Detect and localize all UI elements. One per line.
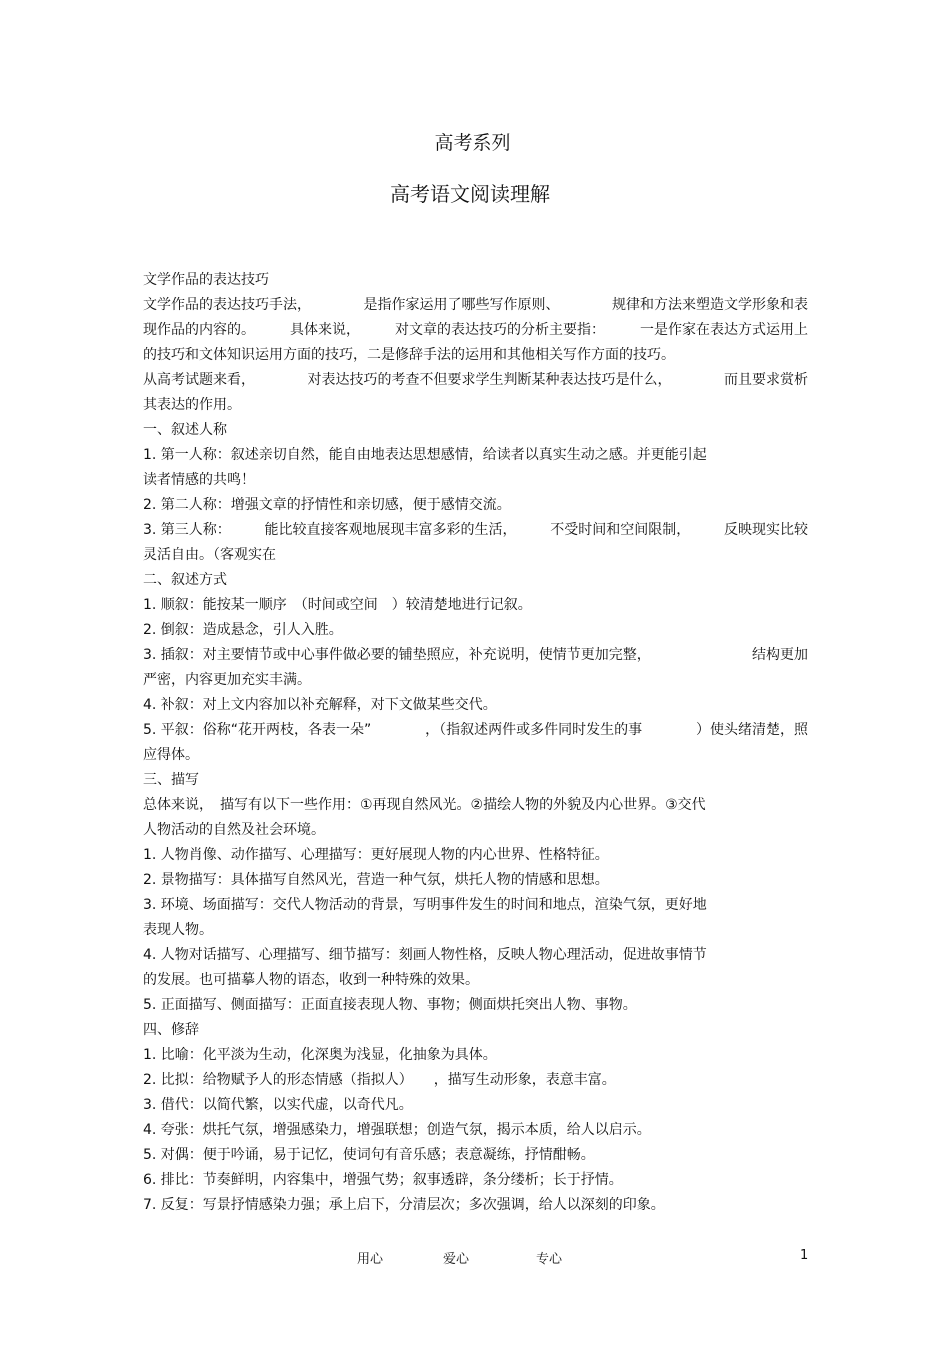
text-segment: 现作品的内容的。: [143, 322, 255, 338]
text-segment: ，（指叙述两件或多件同时发生的事: [425, 722, 643, 738]
text-line: [143, 968, 808, 993]
text-segment: 的发展。也可描摹人物的语态，收到一种特殊的效果。: [143, 972, 479, 988]
page-title: 高考系列: [434, 132, 511, 154]
text-line: [143, 743, 808, 768]
text-segment: 对表达技巧的考查不但要求学生判断某种表达技巧是什么，: [307, 372, 672, 388]
text-segment: ）使头绪清楚，照: [695, 722, 808, 738]
text-segment: 总体来说， 描写有以下一些作用：①再现自然风光。②描绘人物的外貌及内心世界。③交代: [143, 797, 706, 813]
text-line: [143, 1193, 808, 1218]
text-segment: 表现人物。: [143, 922, 213, 938]
text-line: [143, 593, 808, 618]
text-segment: 灵活自由。（客观实在: [143, 547, 276, 563]
text-segment: 规律和方法来塑造文学形象和表: [612, 297, 808, 313]
text-line: [143, 893, 808, 918]
text-line: [143, 543, 808, 568]
text-line: [143, 318, 808, 343]
text-segment: 对文章的表达技巧的分析主要指：: [395, 322, 605, 338]
text-line: [143, 1018, 808, 1043]
text-line: [143, 693, 808, 718]
text-segment: 三、描写: [143, 772, 199, 788]
text-segment: 2. 倒叙：造成悬念，引人入胜。: [143, 622, 343, 638]
text-segment: 反映现实比较: [723, 522, 808, 538]
text-segment: 读者情感的共鸣！: [143, 472, 255, 488]
text-segment: 4. 人物对话描写、心理描写、细节描写：刻画人物性格，反映人物心理活动，促进故事情节: [143, 947, 707, 963]
text-segment: 1. 比喻：化平淡为生动，化深奥为浅显，化抽象为具体。: [143, 1047, 497, 1063]
text-line: [143, 568, 808, 593]
text-segment: 能比较直接客观地展现丰富多彩的生活，: [264, 522, 517, 538]
text-line: [143, 493, 808, 518]
text-line: [143, 1068, 808, 1093]
footer-motto-3: 专心: [536, 1252, 563, 1267]
text-line: [143, 643, 808, 668]
text-segment: 5. 平叙：俗称“花开两枝，各表一朵”: [143, 722, 372, 738]
text-line: [143, 668, 808, 693]
body-text: [143, 268, 808, 1218]
text-line: [143, 1168, 808, 1193]
text-segment: 5. 对偶：便于吟诵，易于记忆，使词句有音乐感；表意凝练，抒情酣畅。: [143, 1147, 595, 1163]
text-segment: 是指作家运用了哪些写作原则、: [363, 297, 560, 313]
text-segment: 从高考试题来看，: [143, 372, 255, 388]
text-segment: 其表达的作用。: [143, 397, 241, 413]
text-segment: 2. 景物描写：具体描写自然风光，营造一种气氛，烘托人物的情感和思想。: [143, 872, 609, 888]
text-line: [143, 468, 808, 493]
text-segment: 文学作品的表达技巧: [143, 272, 269, 288]
text-segment: 3. 插叙：对主要情节或中心事件做必要的铺垫照应，补充说明，使情节更加完整，: [143, 647, 651, 663]
text-line: [143, 943, 808, 968]
text-line: [143, 618, 808, 643]
text-line: [143, 768, 808, 793]
text-segment: 1. 顺叙：能按某一顺序 （时间或空间 ）较清楚地进行记叙。: [143, 597, 532, 613]
text-segment: 7. 反复：写景抒情感染力强；承上启下，分清层次；多次强调，给人以深刻的印象。: [143, 1197, 665, 1213]
text-segment: 2. 第二人称：增强文章的抒情性和亲切感，便于感情交流。: [143, 497, 511, 513]
text-segment: 应得体。: [143, 747, 199, 763]
text-line: [143, 418, 808, 443]
text-line: [143, 918, 808, 943]
text-segment: 2. 比拟：给物赋予人的形态情感（指拟人） ，描写生动形象，表意丰富。: [143, 1072, 616, 1088]
text-segment: 的技巧和文体知识运用方面的技巧，二是修辞手法的运用和其他相关写作方面的技巧。: [143, 347, 675, 363]
text-segment: 1. 第一人称：叙述亲切自然，能自由地表达思想感情，给读者以真实生动之感。并更能引起: [143, 447, 707, 463]
text-segment: 6. 排比：节奏鲜明，内容集中，增强气势；叙事透辟，条分缕析；长于抒情。: [143, 1172, 623, 1188]
text-segment: 4. 夸张：烘托气氛，增强感染力，增强联想；创造气氛，揭示本质，给人以启示。: [143, 1122, 651, 1138]
text-line: [143, 868, 808, 893]
text-line: [143, 343, 808, 368]
text-segment: 文学作品的表达技巧手法，: [143, 297, 311, 313]
text-line: [143, 368, 808, 393]
footer-motto-1: 用心: [357, 1252, 384, 1267]
text-segment: 不受时间和空间限制，: [550, 522, 691, 538]
text-segment: 严密，内容更加充实丰满。: [143, 672, 311, 688]
text-line: [143, 818, 808, 843]
footer-motto-2: 爱心: [443, 1252, 470, 1267]
text-line: [143, 443, 808, 468]
text-segment: 而且要求赏析: [724, 372, 808, 388]
text-segment: 二、叙述方式: [143, 572, 227, 588]
text-segment: 1. 人物肖像、动作描写、心理描写：更好展现人物的内心世界、性格特征。: [143, 847, 609, 863]
text-segment: 人物活动的自然及社会环境。: [143, 822, 325, 838]
page-subtitle: 高考语文阅读理解: [390, 182, 550, 206]
text-line: [143, 293, 808, 318]
text-line: [143, 1143, 808, 1168]
text-segment: 5. 正面描写、侧面描写：正面直接表现人物、事物；侧面烘托突出人物、事物。: [143, 997, 637, 1013]
text-line: [143, 268, 808, 293]
text-line: [143, 718, 808, 743]
text-line: [143, 843, 808, 868]
text-line: [143, 993, 808, 1018]
text-segment: 3. 第三人称：: [143, 522, 231, 538]
text-line: [143, 1118, 808, 1143]
text-segment: 4. 补叙：对上文内容加以补充解释，对下文做某些交代。: [143, 697, 497, 713]
text-segment: 3. 借代：以简代繁，以实代虚，以奇代凡。: [143, 1097, 413, 1113]
text-line: [143, 518, 808, 543]
page-footer: [0, 1248, 950, 1268]
page-number: 1: [800, 1248, 809, 1263]
text-line: [143, 793, 808, 818]
text-segment: 一、叙述人称: [143, 422, 227, 438]
text-segment: 具体来说，: [290, 322, 360, 338]
text-line: [143, 1043, 808, 1068]
text-segment: 3. 环境、场面描写：交代人物活动的背景，写明事件发生的时间和地点，渲染气氛，更好地: [143, 897, 707, 913]
text-line: [143, 393, 808, 418]
text-segment: 结构更加: [752, 647, 808, 663]
text-line: [143, 1093, 808, 1118]
text-segment: 四、修辞: [143, 1022, 199, 1038]
text-segment: 一是作家在表达方式运用上: [640, 322, 808, 338]
